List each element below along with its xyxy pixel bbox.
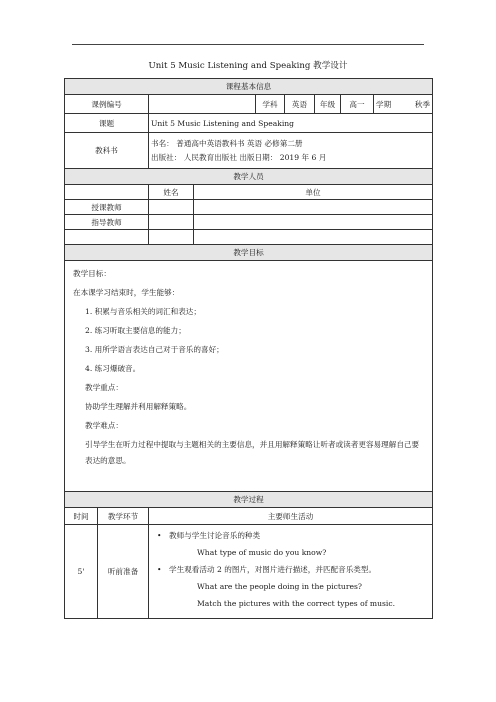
activity-question: What are the people doing in the pictures? (197, 582, 362, 591)
goal-item: 2. 练习听取主要信息的能力； (85, 326, 186, 335)
staff-name (149, 200, 194, 215)
goal-item: 4. 练习爆破音。 (85, 364, 141, 373)
staff-unit (194, 200, 433, 215)
staff-name (149, 230, 194, 245)
staff-unit (194, 215, 433, 230)
process-activities (149, 525, 433, 619)
staff-name-header: 姓名 (149, 185, 194, 200)
grade-label: 年级 (315, 95, 341, 114)
lesson-plan-table-wrapper (64, 78, 432, 619)
header-rule (72, 44, 424, 45)
activity-bullet: • 学生观看活动 2 的图片，对图片进行描述，并匹配音乐类型。 (153, 561, 428, 578)
textbook-info (149, 133, 433, 169)
activity-question: What type of music do you know? (197, 548, 327, 557)
key-points-label: 教学重点： (85, 383, 123, 392)
staff-unit-header: 单位 (194, 185, 433, 200)
textbook-label: 教科书 (65, 133, 149, 169)
goal-item: 3. 用所学语言表达自己对于音乐的喜好； (85, 345, 224, 354)
difficult-points-text: 引导学生在听力过程中提取与主题相关的主要信息，并且用解释策略让听者或读者更容易理解自己要表达的意思。 (85, 440, 420, 465)
section-header-goals: 教学目标 (65, 245, 433, 261)
term-label: 学期 (376, 99, 392, 109)
difficult-points-label: 教学难点： (85, 421, 123, 430)
staff-role: 指导教师 (65, 215, 149, 230)
staff-name (149, 215, 194, 230)
activity-instruction: Match the pictures with the correct types of music. (197, 599, 396, 608)
grade-value: 高一 (341, 95, 374, 114)
subject-label: 学科 (256, 95, 285, 114)
lesson-plan-table (64, 78, 433, 619)
topic-label: 课题 (65, 114, 149, 133)
process-stage-header: 教学环节 (98, 508, 149, 525)
process-activity-header: 主要师生活动 (149, 508, 433, 525)
term-value: 秋季 (414, 99, 430, 109)
staff-row (65, 230, 433, 245)
course-code-label: 课例编号 (65, 95, 149, 114)
goals-intro: 在本课学习结束时，学生能够： (73, 288, 180, 297)
textbook-name-line: 书名： 普通高中英语教科书 英语 必修第二册 (151, 138, 303, 148)
key-points-text: 协助学生理解并利用解释策略。 (85, 402, 192, 411)
document-title: Unit 5 Music Listening and Speaking 教学设计 (148, 61, 348, 71)
staff-header-blank (65, 185, 149, 200)
course-code-value (149, 95, 256, 114)
section-header-process: 教学过程 (65, 492, 433, 508)
process-stage: 听前准备 (98, 525, 149, 619)
textbook-publisher-line: 出版社： 人民教育出版社 出版日期： 2019 年 6 月 (151, 152, 327, 162)
goal-item: 1. 积累与音乐相关的词汇和表达； (85, 307, 201, 316)
staff-role: 授课教师 (65, 200, 149, 215)
process-time-header: 时间 (65, 508, 98, 525)
goals-label: 教学目标： (73, 269, 111, 278)
section-header-staff: 教学人员 (65, 169, 433, 185)
process-row (65, 525, 433, 619)
goals-content (65, 261, 433, 492)
topic-value: Unit 5 Music Listening and Speaking (149, 114, 433, 133)
staff-unit (194, 230, 433, 245)
section-header-basic-info: 课程基本信息 (65, 79, 433, 95)
staff-role (65, 230, 149, 245)
process-time: 5' (65, 525, 98, 619)
activity-bullet: • 教师与学生讨论音乐的种类 (153, 527, 428, 544)
staff-row (65, 200, 433, 215)
term-cell (374, 95, 433, 114)
subject-value: 英语 (285, 95, 315, 114)
staff-row (65, 215, 433, 230)
